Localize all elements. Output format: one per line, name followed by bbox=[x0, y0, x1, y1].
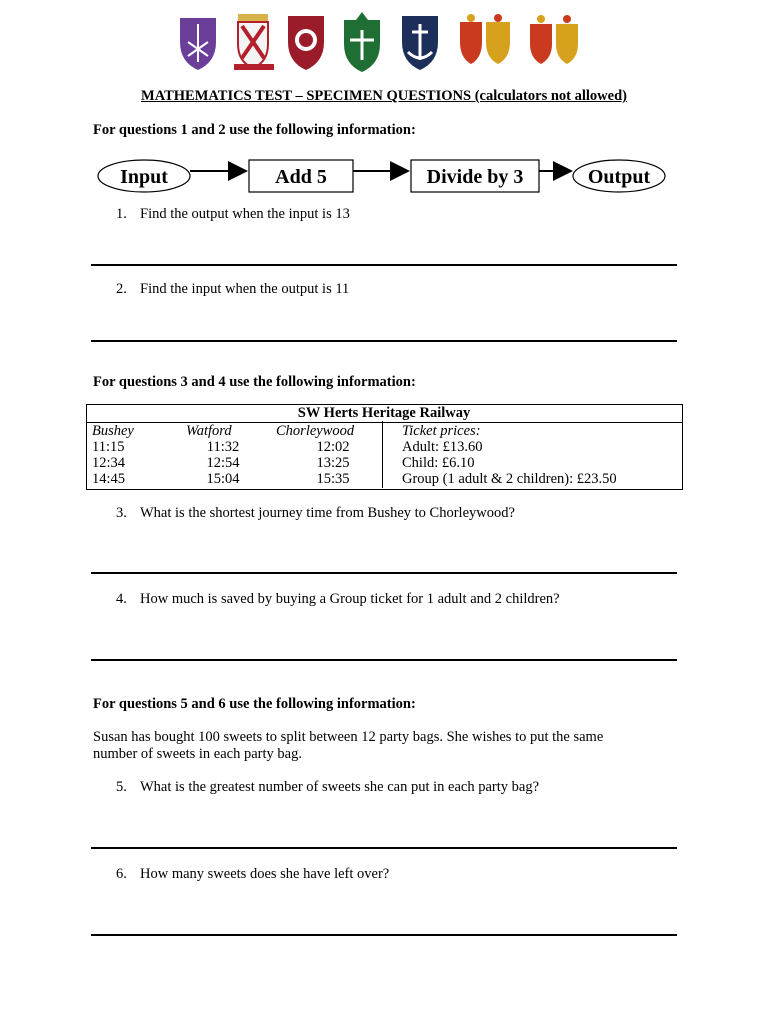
function-machine-diagram bbox=[96, 156, 672, 200]
price-cell: Group (1 adult & 2 children): £23.50 bbox=[402, 471, 617, 487]
time-cell: 15:04 bbox=[206, 471, 240, 487]
time-cell: 12:34 bbox=[92, 455, 126, 471]
question-1 bbox=[0, 206, 768, 226]
time-cell: 12:54 bbox=[206, 455, 240, 471]
paragraph-line: Susan has bought 100 sweets to split between 12 party bags. She wishes to put the same bbox=[93, 729, 604, 745]
crest-1 bbox=[180, 18, 216, 70]
section2-intro: For questions 3 and 4 use the following information: bbox=[93, 374, 416, 390]
crest-6 bbox=[460, 14, 510, 64]
time-cell: 11:32 bbox=[206, 439, 240, 455]
time-cell: 14:45 bbox=[92, 471, 126, 487]
school-crests bbox=[176, 12, 586, 74]
question-2 bbox=[0, 281, 768, 301]
question-text: How many sweets does she have left over? bbox=[140, 866, 390, 882]
question-3 bbox=[0, 505, 768, 525]
price-cell: Adult: £13.60 bbox=[402, 439, 483, 455]
flow-divide-label: Divide by 3 bbox=[426, 166, 524, 188]
question-number: 2. bbox=[116, 281, 127, 297]
flow-input-label: Input bbox=[120, 166, 168, 188]
question-number: 1. bbox=[116, 206, 127, 222]
time-cell: 13:25 bbox=[316, 455, 350, 471]
paragraph-line: number of sweets in each party bag. bbox=[93, 746, 302, 762]
question-text: Find the output when the input is 13 bbox=[140, 206, 350, 222]
question-number: 6. bbox=[116, 866, 127, 882]
answer-line-5[interactable] bbox=[91, 847, 677, 849]
question-number: 5. bbox=[116, 779, 127, 795]
page-title: MATHEMATICS TEST – SPECIMEN QUESTIONS (calculators not allowed) bbox=[141, 88, 627, 104]
section1-intro: For questions 1 and 2 use the following information: bbox=[93, 122, 416, 138]
question-6 bbox=[0, 866, 768, 886]
railway-table-title: SW Herts Heritage Railway bbox=[86, 404, 682, 423]
station-header-chorleywood: Chorleywood bbox=[276, 423, 355, 439]
question-text: What is the shortest journey time from Bushey to Chorleywood? bbox=[140, 505, 515, 521]
question-4 bbox=[0, 591, 768, 611]
crest-2 bbox=[234, 14, 274, 70]
section3-intro: For questions 5 and 6 use the following information: bbox=[93, 696, 416, 712]
crest-4 bbox=[344, 12, 380, 72]
crest-3 bbox=[288, 16, 324, 70]
price-cell: Child: £6.10 bbox=[402, 455, 475, 471]
answer-line-1[interactable] bbox=[91, 264, 677, 266]
station-header-watford: Watford bbox=[186, 423, 232, 439]
crest-7 bbox=[530, 15, 578, 64]
flow-add-label: Add 5 bbox=[275, 166, 327, 188]
question-number: 3. bbox=[116, 505, 127, 521]
answer-line-3[interactable] bbox=[91, 572, 677, 574]
sweets-paragraph bbox=[93, 729, 683, 763]
question-number: 4. bbox=[116, 591, 127, 607]
question-5 bbox=[0, 779, 768, 799]
answer-line-4[interactable] bbox=[91, 659, 677, 661]
question-text: What is the greatest number of sweets she can put in each party bag? bbox=[140, 779, 540, 795]
station-header-bushey: Bushey bbox=[92, 423, 134, 439]
answer-line-2[interactable] bbox=[91, 340, 677, 342]
question-text: How much is saved by buying a Group ticket for 1 adult and 2 children? bbox=[140, 591, 560, 607]
ticket-prices-header: Ticket prices: bbox=[402, 423, 481, 439]
time-cell: 12:02 bbox=[316, 439, 350, 455]
answer-line-6[interactable] bbox=[91, 934, 677, 936]
question-text: Find the input when the output is 11 bbox=[140, 281, 350, 297]
railway-timetable bbox=[86, 404, 682, 487]
crest-5 bbox=[402, 16, 438, 70]
flow-output-label: Output bbox=[587, 166, 651, 188]
time-cell: 15:35 bbox=[316, 471, 350, 487]
time-cell: 11:15 bbox=[92, 439, 125, 455]
